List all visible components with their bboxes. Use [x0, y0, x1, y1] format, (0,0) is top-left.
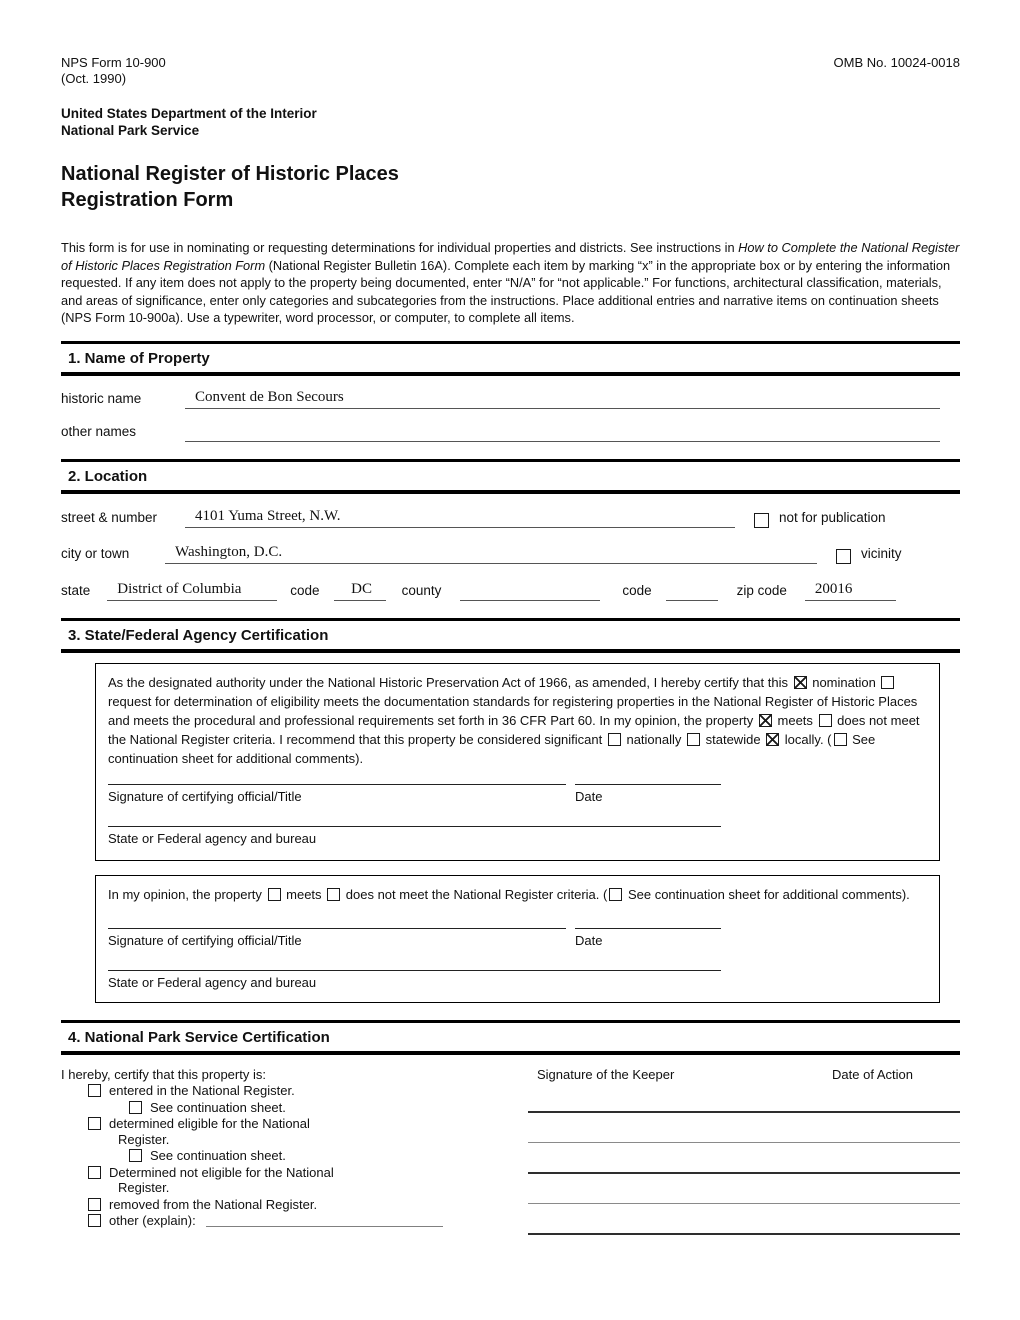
not-eligible-label-line2: Register.	[118, 1180, 170, 1195]
instructions-part-1: This form is for use in nominating or requesting determinations for individual properties and districts. See instructions in	[61, 240, 739, 255]
keeper-line-5[interactable]	[528, 1233, 960, 1235]
does-not-meet-checkbox[interactable]	[819, 714, 832, 727]
keeper-line-1[interactable]	[528, 1111, 960, 1113]
vicinity-checkbox[interactable]	[836, 549, 851, 564]
state-field[interactable]: District of Columbia	[107, 581, 277, 601]
cert-seg-3: request for determination of eligibility meets the documentation standards for registering properties in the National Register of Historic Places and meets the procedural and professional requirements set forth in 36 CFR Part 60. In my opinion, the property	[108, 693, 918, 728]
other-item	[88, 1213, 523, 1229]
page-title-line-1: National Register of Historic Places	[61, 163, 399, 185]
determined-eligible-item	[88, 1116, 523, 1132]
county-field[interactable]	[460, 583, 600, 601]
state-code-label: code	[290, 582, 320, 598]
opinion-statement	[108, 885, 925, 904]
agency-bureau-block	[108, 826, 721, 848]
cert-seg-1: As the designated authority under the National Historic Preservation Act of 1966, as amended, I hereby certify that this	[108, 674, 792, 690]
county-label: county	[401, 582, 442, 598]
omb-number: OMB No. 10024-0018	[833, 55, 960, 70]
street-field[interactable]: 4101 Yuma Street, N.W.	[185, 508, 735, 528]
signature-row-1	[108, 784, 925, 806]
city-field[interactable]: Washington, D.C.	[165, 544, 817, 564]
nps-cert-intro: I hereby, certify that this property is:	[61, 1066, 266, 1082]
section-1-heading: 1. Name of Property	[61, 341, 960, 376]
entered-item	[88, 1083, 523, 1099]
opinion-meets-checkbox[interactable]	[268, 888, 281, 901]
date-label-2: Date	[575, 932, 603, 948]
cert-seg-6: nationally	[622, 731, 686, 747]
signature-official-label: Signature of certifying official/Title	[108, 788, 302, 804]
agency-line-2: National Park Service	[61, 123, 200, 138]
city-row	[61, 544, 960, 564]
state-code-field[interactable]: DC	[334, 581, 386, 601]
nationally-checkbox[interactable]	[608, 733, 621, 746]
determined-eligible-label-line2: Register.	[118, 1131, 170, 1147]
other-checkbox[interactable]	[88, 1214, 101, 1227]
removed-item	[88, 1197, 523, 1213]
other-names-row	[61, 424, 960, 442]
meets-checkbox[interactable]	[759, 714, 772, 727]
not-for-publication-label: not for publication	[779, 509, 886, 525]
see-continuation-checkbox-2[interactable]	[129, 1149, 142, 1162]
not-eligible-label: Determined not eligible for the National	[109, 1164, 334, 1180]
other-names-field[interactable]	[185, 424, 940, 442]
agency-block	[61, 105, 960, 139]
street-row	[61, 508, 960, 528]
cert-seg-5: does not meet the National Register criteria. I recommend that this property be considered significant	[108, 712, 920, 747]
section-2-heading: 2. Location	[61, 459, 960, 494]
agency-bureau-label-2: State or Federal agency and bureau	[108, 974, 317, 990]
city-label: city or town	[61, 545, 130, 561]
removed-label: removed from the National Register.	[109, 1196, 318, 1212]
agency-bureau-label: State or Federal agency and bureau	[108, 830, 317, 846]
instructions-italic-title: How to Complete the National Register of Historic Places Registration Form	[61, 240, 960, 273]
section-3-heading: 3. State/Federal Agency Certification	[61, 618, 960, 653]
keeper-header-row	[528, 1067, 960, 1082]
instructions-part-2: (National Register Bulletin 16A). Complete each item by marking “x” in the appropriate box or by entering the information requested. If any item does not apply to the property being documented, enter “N/A” for “not applicable.” For functions, architectural classification, materials, and areas of significance, enter only categories and subcategories from the instructions. Place additional entries and narrative items on continuation sheets (NPS Form 10-900a). Use a typewriter, word processor, or computer, to complete all items.	[61, 257, 951, 325]
opinion-certification-box	[95, 875, 940, 1003]
see-continuation-item-1	[129, 1100, 523, 1116]
form-number-block	[61, 55, 166, 87]
date-of-action-label: Date of Action	[832, 1066, 913, 1082]
agency-bureau-block-2	[108, 970, 721, 992]
date-block-2	[575, 928, 721, 950]
cert-seg-8: locally. (	[781, 731, 832, 747]
removed-checkbox[interactable]	[88, 1198, 101, 1211]
entered-checkbox[interactable]	[88, 1084, 101, 1097]
not-eligible-item	[88, 1165, 523, 1181]
page-title-line-2: Registration Form	[61, 189, 234, 211]
signature-row-2	[108, 928, 925, 950]
page-title	[61, 161, 960, 213]
determined-eligible-label: determined eligible for the National	[109, 1116, 310, 1131]
section-4-heading: 4. National Park Service Certification	[61, 1020, 960, 1055]
other-explain-field[interactable]	[206, 1213, 443, 1227]
see-continuation-item-2	[129, 1148, 523, 1164]
zip-field[interactable]: 20016	[805, 581, 896, 601]
determined-eligible-checkbox[interactable]	[88, 1117, 101, 1130]
opinion-seg-3: does not meet the National Register criteria. (	[342, 886, 608, 902]
cert-seg-4: meets	[773, 712, 817, 728]
form-meta-row	[61, 55, 960, 87]
historic-name-row	[61, 389, 960, 409]
street-label: street & number	[61, 509, 158, 525]
certification-statement	[108, 673, 925, 768]
see-continuation-checkbox-1[interactable]	[129, 1101, 142, 1114]
state-certification-box	[95, 663, 940, 861]
date-block	[575, 784, 721, 806]
state-row	[61, 581, 960, 601]
signature-official-label-2: Signature of certifying official/Title	[108, 932, 302, 948]
entered-label: entered in the National Register.	[109, 1083, 295, 1098]
locally-checkbox[interactable]	[766, 733, 779, 746]
opinion-seg-2: meets	[282, 886, 326, 902]
opinion-does-not-meet-checkbox[interactable]	[327, 888, 340, 901]
nomination-checkbox[interactable]	[794, 676, 807, 689]
keeper-signature-label: Signature of the Keeper	[537, 1066, 675, 1082]
date-label: Date	[575, 788, 603, 804]
opinion-seg-1: In my opinion, the property	[108, 886, 266, 902]
other-names-label: other names	[61, 423, 137, 439]
zip-label: zip code	[736, 582, 787, 598]
not-eligible-checkbox[interactable]	[88, 1166, 101, 1179]
request-checkbox[interactable]	[881, 676, 894, 689]
cert-seg-2: nomination	[808, 674, 880, 690]
statewide-checkbox[interactable]	[687, 733, 700, 746]
cert-seg-9: See continuation sheet for additional comments).	[108, 731, 876, 766]
see-continuation-label-2: See continuation sheet.	[150, 1148, 286, 1163]
nps-cert-right-column	[528, 1067, 960, 1235]
state-label: state	[61, 582, 91, 598]
continuation-checkbox-2[interactable]	[609, 888, 622, 901]
continuation-checkbox-1[interactable]	[834, 733, 847, 746]
historic-name-label: historic name	[61, 390, 142, 406]
form-date: (Oct. 1990)	[61, 71, 127, 86]
agency-line-1: United States Department of the Interior	[61, 106, 317, 121]
vicinity-label: vicinity	[861, 545, 902, 561]
cert-seg-7: statewide	[702, 731, 765, 747]
opinion-seg-4: See continuation sheet for additional comments).	[624, 886, 910, 902]
county-code-label: code	[622, 582, 652, 598]
historic-name-field[interactable]: Convent de Bon Secours	[185, 389, 940, 409]
keeper-line-3[interactable]	[528, 1172, 960, 1174]
county-code-field[interactable]	[666, 583, 718, 601]
not-for-publication-checkbox[interactable]	[754, 513, 769, 528]
signature-official-block	[108, 784, 566, 806]
form-instructions	[61, 239, 960, 327]
keeper-line-2[interactable]	[528, 1142, 960, 1143]
nps-certification-body	[61, 1067, 960, 1235]
other-label: other (explain):	[109, 1213, 196, 1228]
see-continuation-label-1: See continuation sheet.	[150, 1099, 286, 1115]
keeper-line-4[interactable]	[528, 1203, 960, 1204]
form-number: NPS Form 10-900	[61, 55, 166, 70]
signature-official-block-2	[108, 928, 566, 950]
nps-cert-left-column	[61, 1067, 523, 1235]
